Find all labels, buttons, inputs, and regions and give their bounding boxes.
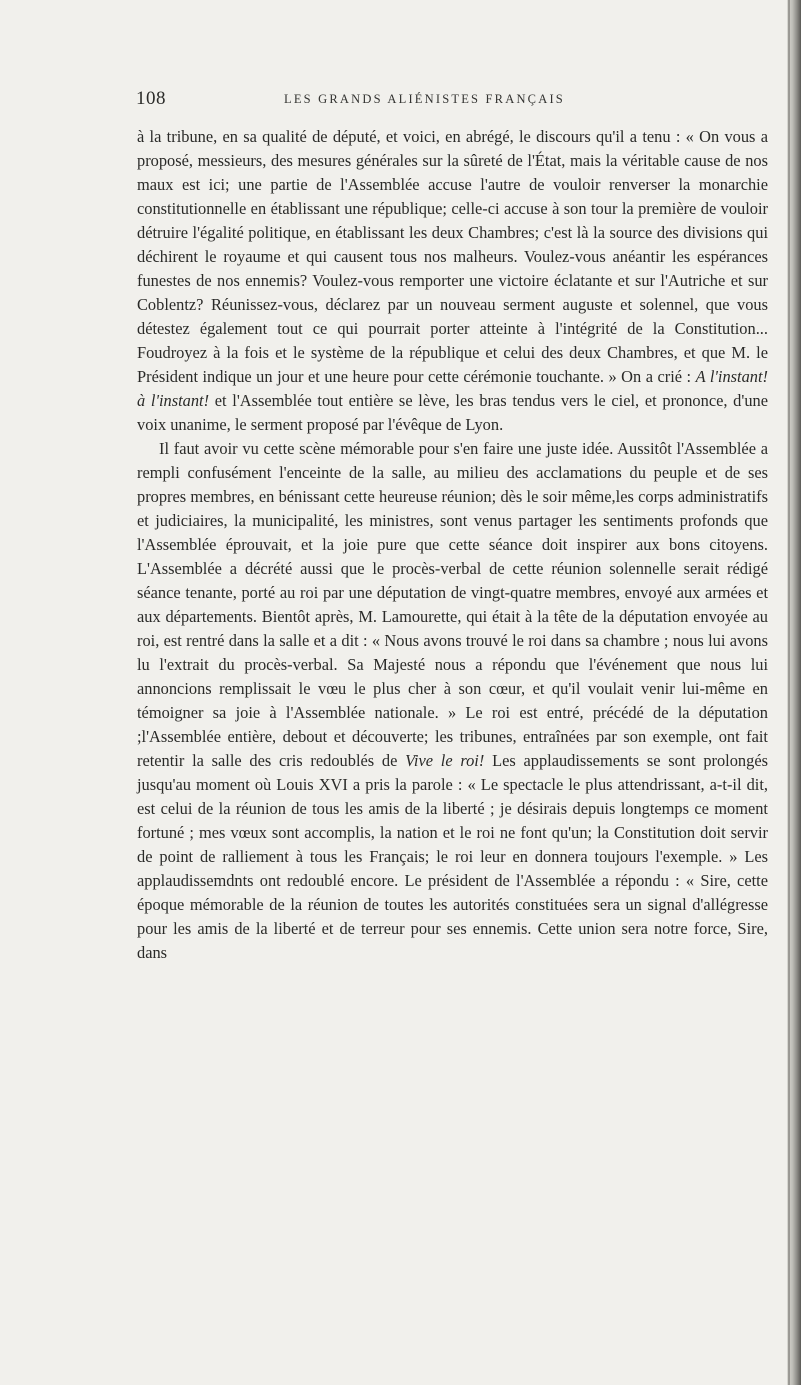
paragraph-1-italic: A l'instant! à l'instant! <box>137 367 768 410</box>
paragraph-2-text-end: Les applaudissements se sont prolongés jusqu'au moment où Louis XVI a pris la parole : « Le spectacle le plus attendrissant, a-t-il dit, est celui de la réunion de tous les amis de la liberté ; je désirais depuis longtemps ce moment fortuné ; mes vœux sont accomplis, la nation et le roi ne font qu'un; la Constitution doit servir de point de ralliement à tous les Français; le roi leur en donnera toujours l'exemple. » Les applaudissemdnts ont redoublé encore. Le président de l'Assemblée a répondu : « Sire, cette époque mémorable de la réunion de toutes les autorités constituées sera un signal d'allégresse pour les amis de la liberté et de terreur pour ses ennemis. Cette union sera notre force, Sire, dans <box>137 751 768 962</box>
page-header <box>136 88 756 118</box>
running-head: LES GRANDS ALIÉNISTES FRANÇAIS <box>284 92 565 106</box>
page-number: 108 <box>136 88 166 109</box>
page-edge-line <box>788 0 790 1385</box>
paragraph-1-text-end: et l'Assemblée tout entière se lève, les bras tendus vers le ciel, et prononce, d'une voix unanime, le serment proposé par l'évêque de Lyon. <box>137 391 768 434</box>
paragraph-2-text: Il faut avoir vu cette scène mémorable pour s'en faire une juste idée. Aussitôt l'Assemblée a rempli confusément l'enceinte de la salle, au milieu des acclamations du peuple et de ses propres membres, en bénissant cette heureuse réunion; dès le soir même,les corps administratifs et judiciaires, la municipalité, les ministres, sont venus partager les sentiments profonds que l'Assemblée éprouvait, et la joie pure que cette séance doit inspirer aux bons citoyens. L'Assemblée a décrété aussi que le procès-verbal de cette réunion solennelle serait rédigé séance tenante, porté au roi par une députation de vingt-quatre membres, envoyé aux armées et aux départements. Bientôt après, M. Lamourette, qui était à la tête de la députation envoyée au roi, est rentré dans la salle et a dit : « Nous avons trouvé le roi dans sa chambre ; nous lui avons lu l'extrait du procès-verbal. Sa Majesté nous a répondu que l'événement que nous lui annoncions remplissait le vœu le plus cher à son cœur, et qu'il voulait venir lui-même en témoigner sa joie à l'Assemblée nationale. » Le roi est entré, précédé de la députation ;l'Assemblée entière, debout et découverte; les tribunes, entraînées par son exemple, ont fait retentir la salle des cris redoublés de <box>137 439 768 770</box>
paragraph-2 <box>137 437 768 965</box>
paragraph-1 <box>137 125 768 437</box>
paragraph-1-text: à la tribune, en sa qualité de député, et voici, en abrégé, le discours qu'il a tenu : « On vous a proposé, messieurs, des mesures générales sur la sûreté de l'État, mais la véritable cause de nos maux est ici; une partie de l'Assemblée accuse l'autre de vouloir renverser la monarchie constitutionnelle en établissant une république; celle-ci accuse à son tour la première de vouloir détruire l'égalité politique, en établissant les deux Chambres; c'est là la source des divisions qui déchirent le royaume et qui causent tous nos malheurs. Voulez-vous anéantir les espérances funestes de nos ennemis? Voulez-vous remporter une victoire éclatante et sur l'Autriche et sur Coblentz? Réunissez-vous, déclarez par un nouveau serment auguste et solennel, que vous détestez également tout ce qui pourrait porter atteinte à l'intégrité de la Constitution... Foudroyez à la fois et le système de la république et celui des deux Chambres, et que M. le Président indique un jour et une heure pour cette cérémonie touchante. » On a crié : <box>137 127 768 386</box>
paragraph-2-italic: Vive le roi! <box>405 751 485 770</box>
body-text <box>137 125 768 965</box>
